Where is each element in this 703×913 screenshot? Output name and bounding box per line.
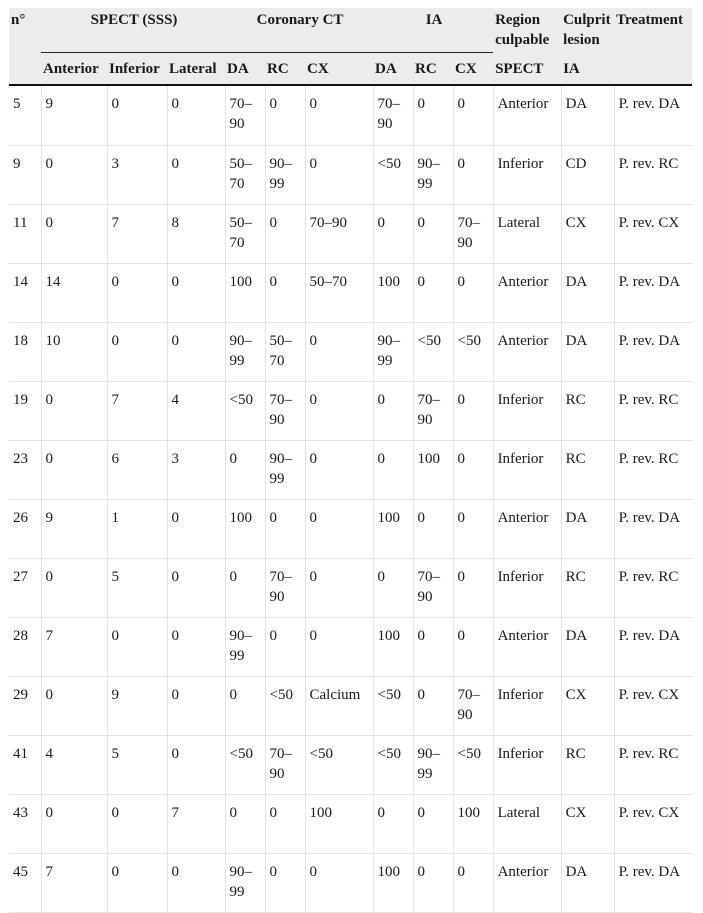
cell-n: 23 [9,441,41,500]
cell-spect-anterior: 14 [41,264,107,323]
cell-treatment: P. rev. DA [614,500,692,559]
cell-treatment: P. rev. CX [614,795,692,854]
cell-ia-da: 90–99 [373,323,413,382]
cell-ia-cx: 0 [453,854,493,913]
cell-spect-anterior: 7 [41,618,107,677]
col-group-ia: IA [373,8,493,53]
cell-treatment: P. rev. RC [614,559,692,618]
cell-n: 18 [9,323,41,382]
cell-ct-rc: 0 [265,85,305,146]
cell-ia-rc: 0 [413,854,453,913]
cell-spect-anterior: 0 [41,146,107,205]
cell-culprit-ia: DA [561,264,614,323]
cell-treatment: P. rev. CX [614,205,692,264]
cell-treatment: P. rev. RC [614,441,692,500]
col-header-region-sub: SPECT [493,53,561,85]
cell-spect-inferior: 0 [107,264,167,323]
cell-ct-rc: 0 [265,264,305,323]
cell-treatment: P. rev. DA [614,85,692,146]
cell-n: 41 [9,736,41,795]
cell-ct-rc: 50–70 [265,323,305,382]
cell-ct-da: <50 [225,382,265,441]
cell-spect-lateral: 0 [167,736,225,795]
cell-ia-rc: 0 [413,205,453,264]
cell-ct-cx: 0 [305,618,373,677]
cell-ia-cx: 0 [453,441,493,500]
cell-ia-da: 0 [373,795,413,854]
cell-spect-lateral: 4 [167,382,225,441]
cell-ia-rc: 70–90 [413,559,453,618]
cell-spect-lateral: 7 [167,795,225,854]
cell-spect-inferior: 0 [107,323,167,382]
col-header-region: Region culpable [493,8,561,53]
cell-spect-inferior: 0 [107,854,167,913]
col-header-spect-anterior: Anterior [41,53,107,85]
cell-ct-da: 90–99 [225,323,265,382]
cell-ct-cx: 0 [305,323,373,382]
cell-culprit-ia: DA [561,618,614,677]
cell-ct-cx: 0 [305,559,373,618]
cell-ia-da: 70–90 [373,85,413,146]
cell-ia-rc: 0 [413,677,453,736]
table-row [9,323,692,382]
cell-ia-da: <50 [373,146,413,205]
cell-treatment: P. rev. DA [614,323,692,382]
cell-ct-da: 50–70 [225,146,265,205]
cell-ia-da: <50 [373,677,413,736]
cell-n: 5 [9,85,41,146]
cell-region-spect: Inferior [493,677,561,736]
cell-ct-rc: 0 [265,795,305,854]
cell-n: 26 [9,500,41,559]
cell-ia-cx: 0 [453,618,493,677]
cell-spect-lateral: 0 [167,323,225,382]
cell-culprit-ia: RC [561,736,614,795]
cell-ct-cx: 0 [305,85,373,146]
cell-ia-cx: 70–90 [453,205,493,264]
cell-ia-da: 0 [373,559,413,618]
results-table-container [9,8,692,900]
cell-ia-rc: 0 [413,264,453,323]
cell-spect-inferior: 7 [107,205,167,264]
cell-spect-anterior: 4 [41,736,107,795]
cell-spect-inferior: 5 [107,736,167,795]
col-header-ct-cx: CX [305,53,373,85]
table-row [9,677,692,736]
cell-ct-rc: 0 [265,618,305,677]
cell-ia-rc: 70–90 [413,382,453,441]
cell-ia-da: 0 [373,205,413,264]
cell-spect-lateral: 8 [167,205,225,264]
col-header-culprit: Culprit lesion [561,8,614,53]
cell-n: 29 [9,677,41,736]
cell-spect-anterior: 0 [41,205,107,264]
results-table [9,8,692,913]
cell-ia-da: 100 [373,618,413,677]
col-header-n: n° [9,8,41,85]
cell-region-spect: Anterior [493,85,561,146]
cell-region-spect: Inferior [493,146,561,205]
cell-ct-cx: 70–90 [305,205,373,264]
cell-spect-lateral: 0 [167,618,225,677]
cell-spect-anterior: 10 [41,323,107,382]
cell-culprit-ia: RC [561,382,614,441]
col-header-ct-da: DA [225,53,265,85]
cell-ct-cx: 0 [305,441,373,500]
col-header-culprit-sub: IA [561,53,614,85]
table-row [9,205,692,264]
cell-spect-anterior: 9 [41,500,107,559]
table-row [9,854,692,913]
col-header-ia-rc: RC [413,53,453,85]
cell-ct-rc: 90–99 [265,441,305,500]
cell-ia-rc: 0 [413,795,453,854]
cell-treatment: P. rev. DA [614,854,692,913]
cell-ia-rc: 0 [413,85,453,146]
cell-region-spect: Lateral [493,205,561,264]
cell-spect-lateral: 0 [167,677,225,736]
cell-ia-rc: 90–99 [413,736,453,795]
cell-ct-cx: 50–70 [305,264,373,323]
col-header-ia-cx: CX [453,53,493,85]
cell-ia-rc: 0 [413,618,453,677]
cell-spect-inferior: 5 [107,559,167,618]
cell-ct-rc: <50 [265,677,305,736]
cell-spect-anterior: 0 [41,677,107,736]
cell-ia-da: 100 [373,500,413,559]
cell-treatment: P. rev. RC [614,146,692,205]
cell-spect-lateral: 0 [167,559,225,618]
cell-treatment: P. rev. CX [614,677,692,736]
cell-ct-da: 100 [225,500,265,559]
cell-spect-lateral: 0 [167,85,225,146]
cell-ct-rc: 70–90 [265,559,305,618]
cell-ct-da: 100 [225,264,265,323]
cell-spect-inferior: 9 [107,677,167,736]
cell-region-spect: Inferior [493,441,561,500]
cell-ct-rc: 0 [265,500,305,559]
cell-ia-da: 0 [373,382,413,441]
cell-culprit-ia: CD [561,146,614,205]
cell-ia-cx: 0 [453,264,493,323]
cell-ia-cx: 100 [453,795,493,854]
cell-region-spect: Inferior [493,736,561,795]
table-row [9,382,692,441]
cell-spect-anterior: 0 [41,382,107,441]
cell-ct-da: 0 [225,441,265,500]
cell-spect-inferior: 3 [107,146,167,205]
cell-ct-rc: 0 [265,205,305,264]
cell-culprit-ia: CX [561,795,614,854]
table-row [9,559,692,618]
cell-culprit-ia: DA [561,85,614,146]
col-group-spect: SPECT (SSS) [41,8,225,53]
cell-n: 27 [9,559,41,618]
cell-treatment: P. rev. RC [614,736,692,795]
cell-ct-cx: 0 [305,382,373,441]
cell-ct-da: 90–99 [225,854,265,913]
cell-spect-lateral: 3 [167,441,225,500]
cell-culprit-ia: CX [561,205,614,264]
cell-ct-rc: 90–99 [265,146,305,205]
cell-ct-cx: Calcium [305,677,373,736]
cell-ct-da: 0 [225,559,265,618]
cell-n: 45 [9,854,41,913]
col-header-ct-rc: RC [265,53,305,85]
cell-culprit-ia: DA [561,854,614,913]
cell-spect-inferior: 0 [107,85,167,146]
cell-ia-cx: 0 [453,500,493,559]
col-header-ia-da: DA [373,53,413,85]
cell-spect-inferior: 7 [107,382,167,441]
cell-ct-rc: 70–90 [265,382,305,441]
table-row [9,500,692,559]
cell-ia-cx: <50 [453,736,493,795]
cell-ia-rc: 0 [413,500,453,559]
cell-region-spect: Anterior [493,854,561,913]
cell-ct-rc: 0 [265,854,305,913]
cell-culprit-ia: CX [561,677,614,736]
cell-ct-da: 50–70 [225,205,265,264]
cell-region-spect: Anterior [493,500,561,559]
cell-ct-da: 70–90 [225,85,265,146]
cell-ia-da: <50 [373,736,413,795]
cell-region-spect: Lateral [493,795,561,854]
col-group-coronary-ct: Coronary CT [225,8,373,53]
cell-ia-cx: 0 [453,382,493,441]
cell-ct-cx: <50 [305,736,373,795]
col-header-spect-inferior: Inferior [107,53,167,85]
cell-spect-lateral: 0 [167,264,225,323]
cell-ia-rc: 100 [413,441,453,500]
cell-ct-da: 0 [225,795,265,854]
cell-ct-cx: 0 [305,854,373,913]
cell-spect-lateral: 0 [167,854,225,913]
cell-culprit-ia: RC [561,441,614,500]
cell-ct-cx: 100 [305,795,373,854]
col-header-spect-lateral: Lateral [167,53,225,85]
cell-ct-cx: 0 [305,500,373,559]
cell-ct-cx: 0 [305,146,373,205]
table-row [9,618,692,677]
cell-ct-da: <50 [225,736,265,795]
cell-n: 14 [9,264,41,323]
cell-ia-da: 100 [373,854,413,913]
cell-ia-cx: 0 [453,146,493,205]
cell-spect-anterior: 9 [41,85,107,146]
cell-spect-inferior: 0 [107,618,167,677]
cell-spect-inferior: 1 [107,500,167,559]
cell-ia-cx: 0 [453,85,493,146]
cell-ia-cx: <50 [453,323,493,382]
cell-spect-anterior: 0 [41,441,107,500]
cell-ct-rc: 70–90 [265,736,305,795]
cell-spect-lateral: 0 [167,146,225,205]
cell-ia-da: 100 [373,264,413,323]
cell-spect-anterior: 7 [41,854,107,913]
cell-culprit-ia: DA [561,500,614,559]
cell-ia-rc: <50 [413,323,453,382]
table-row [9,441,692,500]
cell-spect-inferior: 6 [107,441,167,500]
cell-treatment: P. rev. RC [614,382,692,441]
cell-treatment: P. rev. DA [614,264,692,323]
cell-ia-rc: 90–99 [413,146,453,205]
cell-n: 11 [9,205,41,264]
cell-ct-da: 90–99 [225,618,265,677]
cell-region-spect: Anterior [493,264,561,323]
cell-ct-da: 0 [225,677,265,736]
table-body [9,85,692,913]
cell-n: 9 [9,146,41,205]
table-row [9,736,692,795]
table-row [9,795,692,854]
cell-ia-da: 0 [373,441,413,500]
col-header-treatment: Treatment [614,8,692,85]
cell-n: 19 [9,382,41,441]
cell-spect-anterior: 0 [41,559,107,618]
cell-region-spect: Anterior [493,323,561,382]
cell-culprit-ia: DA [561,323,614,382]
cell-spect-inferior: 0 [107,795,167,854]
cell-region-spect: Anterior [493,618,561,677]
cell-spect-lateral: 0 [167,500,225,559]
table-row [9,264,692,323]
cell-region-spect: Inferior [493,382,561,441]
cell-treatment: P. rev. DA [614,618,692,677]
cell-culprit-ia: RC [561,559,614,618]
cell-spect-anterior: 0 [41,795,107,854]
cell-ia-cx: 0 [453,559,493,618]
table-row [9,85,692,146]
table-row [9,146,692,205]
cell-n: 28 [9,618,41,677]
cell-n: 43 [9,795,41,854]
cell-ia-cx: 70–90 [453,677,493,736]
cell-region-spect: Inferior [493,559,561,618]
